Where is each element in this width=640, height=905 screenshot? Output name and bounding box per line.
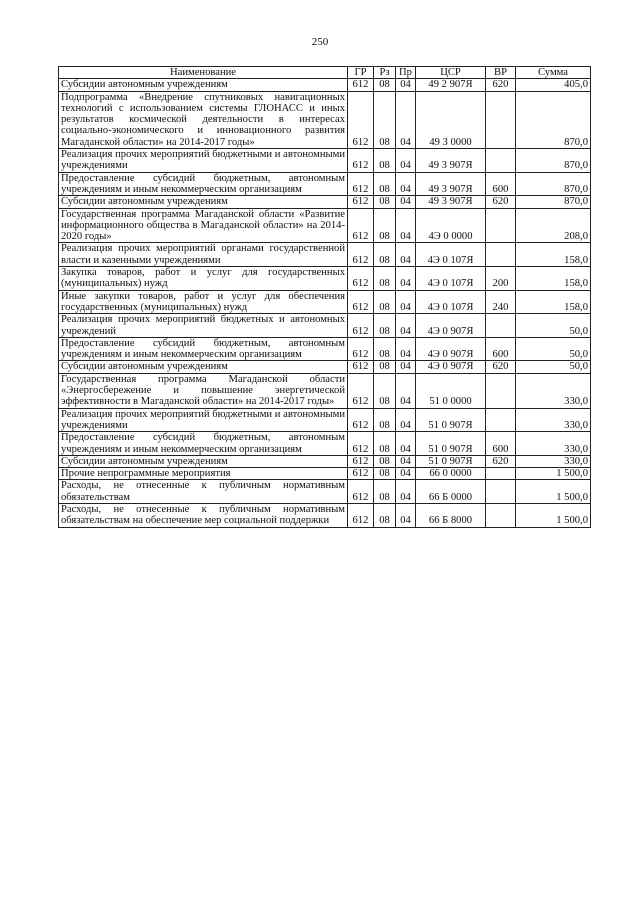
budget-table [58, 66, 591, 528]
table-body [59, 79, 591, 527]
row-csr: 66 0 0000 [416, 468, 486, 480]
row-rz: 08 [374, 455, 396, 467]
row-sum: 870,0 [516, 172, 591, 196]
row-gr: 612 [348, 91, 374, 148]
row-vr [486, 149, 516, 173]
row-pr: 04 [396, 314, 416, 338]
row-sum: 50,0 [516, 314, 591, 338]
row-sum: 330,0 [516, 373, 591, 408]
table-row [59, 480, 591, 504]
row-csr: 4Э 0 907Я [416, 314, 486, 338]
row-name: Иные закупки товаров, работ и услуг для обеспечения государственных (муниципальных) нужд [59, 290, 348, 314]
row-name: Предоставление субсидий бюджетным, автономным учреждениям и иным некоммерческим организациям [59, 337, 348, 361]
row-name: Реализация прочих мероприятий органами государственной власти и казенными учреждениями [59, 243, 348, 267]
row-pr: 04 [396, 208, 416, 243]
row-name: Предоставление субсидий бюджетным, автономным учреждениям и иным некоммерческим организациям [59, 432, 348, 456]
row-name: Субсидии автономным учреждениям [59, 79, 348, 91]
row-rz: 08 [374, 196, 396, 208]
row-vr [486, 243, 516, 267]
row-sum: 50,0 [516, 337, 591, 361]
header-name: Наименование [59, 67, 348, 79]
page-number: 250 [311, 36, 329, 48]
row-rz: 08 [374, 408, 396, 432]
row-gr: 612 [348, 196, 374, 208]
row-vr: 620 [486, 79, 516, 91]
row-name: Государственная программа Магаданской области «Развитие информационного общества в Магаданской области» на 2014-2020 годы» [59, 208, 348, 243]
row-pr: 04 [396, 361, 416, 373]
row-gr: 612 [348, 503, 374, 527]
row-csr: 49 3 907Я [416, 196, 486, 208]
row-vr [486, 208, 516, 243]
table-row [59, 196, 591, 208]
row-pr: 04 [396, 432, 416, 456]
row-sum: 1 500,0 [516, 503, 591, 527]
header-csr: ЦСР [416, 67, 486, 79]
row-pr: 04 [396, 373, 416, 408]
row-name: Реализация прочих мероприятий бюджетными и автономными учреждениями [59, 408, 348, 432]
table-row [59, 468, 591, 480]
row-pr: 04 [396, 149, 416, 173]
row-pr: 04 [396, 79, 416, 91]
row-sum: 330,0 [516, 455, 591, 467]
row-gr: 612 [348, 337, 374, 361]
table-row [59, 79, 591, 91]
row-vr: 600 [486, 432, 516, 456]
table-row [59, 373, 591, 408]
row-name: Субсидии автономным учреждениям [59, 361, 348, 373]
row-csr: 4Э 0 907Я [416, 361, 486, 373]
row-rz: 08 [374, 208, 396, 243]
row-gr: 612 [348, 480, 374, 504]
row-csr: 4Э 0 0000 [416, 208, 486, 243]
row-sum: 405,0 [516, 79, 591, 91]
header-sum: Сумма [516, 67, 591, 79]
table-row [59, 361, 591, 373]
row-gr: 612 [348, 361, 374, 373]
row-vr: 200 [486, 267, 516, 291]
row-rz: 08 [374, 172, 396, 196]
row-csr: 4Э 0 107Я [416, 290, 486, 314]
row-csr: 49 3 907Я [416, 149, 486, 173]
row-vr [486, 408, 516, 432]
row-sum: 870,0 [516, 196, 591, 208]
row-gr: 612 [348, 455, 374, 467]
row-vr: 240 [486, 290, 516, 314]
row-rz: 08 [374, 337, 396, 361]
row-name: Субсидии автономным учреждениям [59, 196, 348, 208]
row-csr: 51 0 0000 [416, 373, 486, 408]
row-sum: 158,0 [516, 243, 591, 267]
row-sum: 1 500,0 [516, 468, 591, 480]
row-pr: 04 [396, 337, 416, 361]
header-rz: Рз [374, 67, 396, 79]
row-pr: 04 [396, 480, 416, 504]
table-row [59, 314, 591, 338]
row-csr: 51 0 907Я [416, 408, 486, 432]
table-row [59, 208, 591, 243]
row-gr: 612 [348, 408, 374, 432]
row-rz: 08 [374, 480, 396, 504]
row-sum: 870,0 [516, 91, 591, 148]
row-rz: 08 [374, 243, 396, 267]
row-pr: 04 [396, 196, 416, 208]
row-sum: 158,0 [516, 290, 591, 314]
row-sum: 1 500,0 [516, 480, 591, 504]
row-csr: 51 0 907Я [416, 432, 486, 456]
row-rz: 08 [374, 373, 396, 408]
row-name: Субсидии автономным учреждениям [59, 455, 348, 467]
row-vr [486, 503, 516, 527]
row-pr: 04 [396, 172, 416, 196]
row-gr: 612 [348, 432, 374, 456]
row-rz: 08 [374, 267, 396, 291]
row-csr: 66 Б 8000 [416, 503, 486, 527]
row-pr: 04 [396, 243, 416, 267]
row-sum: 330,0 [516, 432, 591, 456]
row-csr: 49 3 0000 [416, 91, 486, 148]
header-row [59, 67, 591, 79]
row-csr: 49 2 907Я [416, 79, 486, 91]
row-sum: 50,0 [516, 361, 591, 373]
row-gr: 612 [348, 243, 374, 267]
row-name: Реализация прочих мероприятий бюджетных и автономных учреждений [59, 314, 348, 338]
row-rz: 08 [374, 468, 396, 480]
header-vr: ВР [486, 67, 516, 79]
table-row [59, 408, 591, 432]
table-row [59, 243, 591, 267]
row-pr: 04 [396, 290, 416, 314]
row-gr: 612 [348, 149, 374, 173]
row-csr: 49 3 907Я [416, 172, 486, 196]
row-name: Государственная программа Магаданской области «Энергосбережение и повышение энергетической эффективности в Магаданской области» на 2014-2017 годы» [59, 373, 348, 408]
row-vr: 600 [486, 172, 516, 196]
row-name: Расходы, не отнесенные к публичным нормативным обязательствам на обеспечение мер социальной поддержки [59, 503, 348, 527]
row-sum: 870,0 [516, 149, 591, 173]
row-vr [486, 91, 516, 148]
row-gr: 612 [348, 290, 374, 314]
row-pr: 04 [396, 91, 416, 148]
table-row [59, 503, 591, 527]
row-name: Закупка товаров, работ и услуг для государственных (муниципальных) нужд [59, 267, 348, 291]
table-row [59, 290, 591, 314]
row-csr: 4Э 0 107Я [416, 243, 486, 267]
row-gr: 612 [348, 172, 374, 196]
table-row [59, 455, 591, 467]
row-gr: 612 [348, 79, 374, 91]
row-name: Предоставление субсидий бюджетным, автономным учреждениям и иным некоммерческим организациям [59, 172, 348, 196]
row-pr: 04 [396, 267, 416, 291]
row-csr: 51 0 907Я [416, 455, 486, 467]
row-rz: 08 [374, 432, 396, 456]
row-rz: 08 [374, 361, 396, 373]
header-gr: ГР [348, 67, 374, 79]
table-row [59, 91, 591, 148]
row-pr: 04 [396, 408, 416, 432]
row-sum: 208,0 [516, 208, 591, 243]
row-sum: 158,0 [516, 267, 591, 291]
table-row [59, 149, 591, 173]
row-vr [486, 314, 516, 338]
table-header [59, 67, 591, 79]
row-vr [486, 480, 516, 504]
header-pr: Пр [396, 67, 416, 79]
row-name: Реализация прочих мероприятий бюджетными и автономными учреждениями [59, 149, 348, 173]
row-gr: 612 [348, 373, 374, 408]
row-vr [486, 468, 516, 480]
row-vr [486, 373, 516, 408]
table-row [59, 267, 591, 291]
row-gr: 612 [348, 314, 374, 338]
row-vr: 620 [486, 361, 516, 373]
row-pr: 04 [396, 503, 416, 527]
row-name: Прочие непрограммные мероприятия [59, 468, 348, 480]
row-gr: 612 [348, 208, 374, 243]
row-rz: 08 [374, 314, 396, 338]
row-vr: 600 [486, 337, 516, 361]
row-vr: 620 [486, 196, 516, 208]
row-vr: 620 [486, 455, 516, 467]
row-csr: 4Э 0 907Я [416, 337, 486, 361]
row-name: Подпрограмма «Внедрение спутниковых навигационных технологий с использованием системы ГЛОНАСС и иных результатов космической деятельности в интересах социально-экономического и инновационного развития Магаданской области» на 2014-2017 годы» [59, 91, 348, 148]
table-row [59, 432, 591, 456]
row-name: Расходы, не отнесенные к публичным нормативным обязательствам [59, 480, 348, 504]
row-pr: 04 [396, 468, 416, 480]
row-sum: 330,0 [516, 408, 591, 432]
row-rz: 08 [374, 290, 396, 314]
row-gr: 612 [348, 267, 374, 291]
row-rz: 08 [374, 149, 396, 173]
row-csr: 66 Б 0000 [416, 480, 486, 504]
row-rz: 08 [374, 79, 396, 91]
row-rz: 08 [374, 91, 396, 148]
table-row [59, 172, 591, 196]
row-pr: 04 [396, 455, 416, 467]
row-csr: 4Э 0 107Я [416, 267, 486, 291]
row-gr: 612 [348, 468, 374, 480]
table-row [59, 337, 591, 361]
row-rz: 08 [374, 503, 396, 527]
